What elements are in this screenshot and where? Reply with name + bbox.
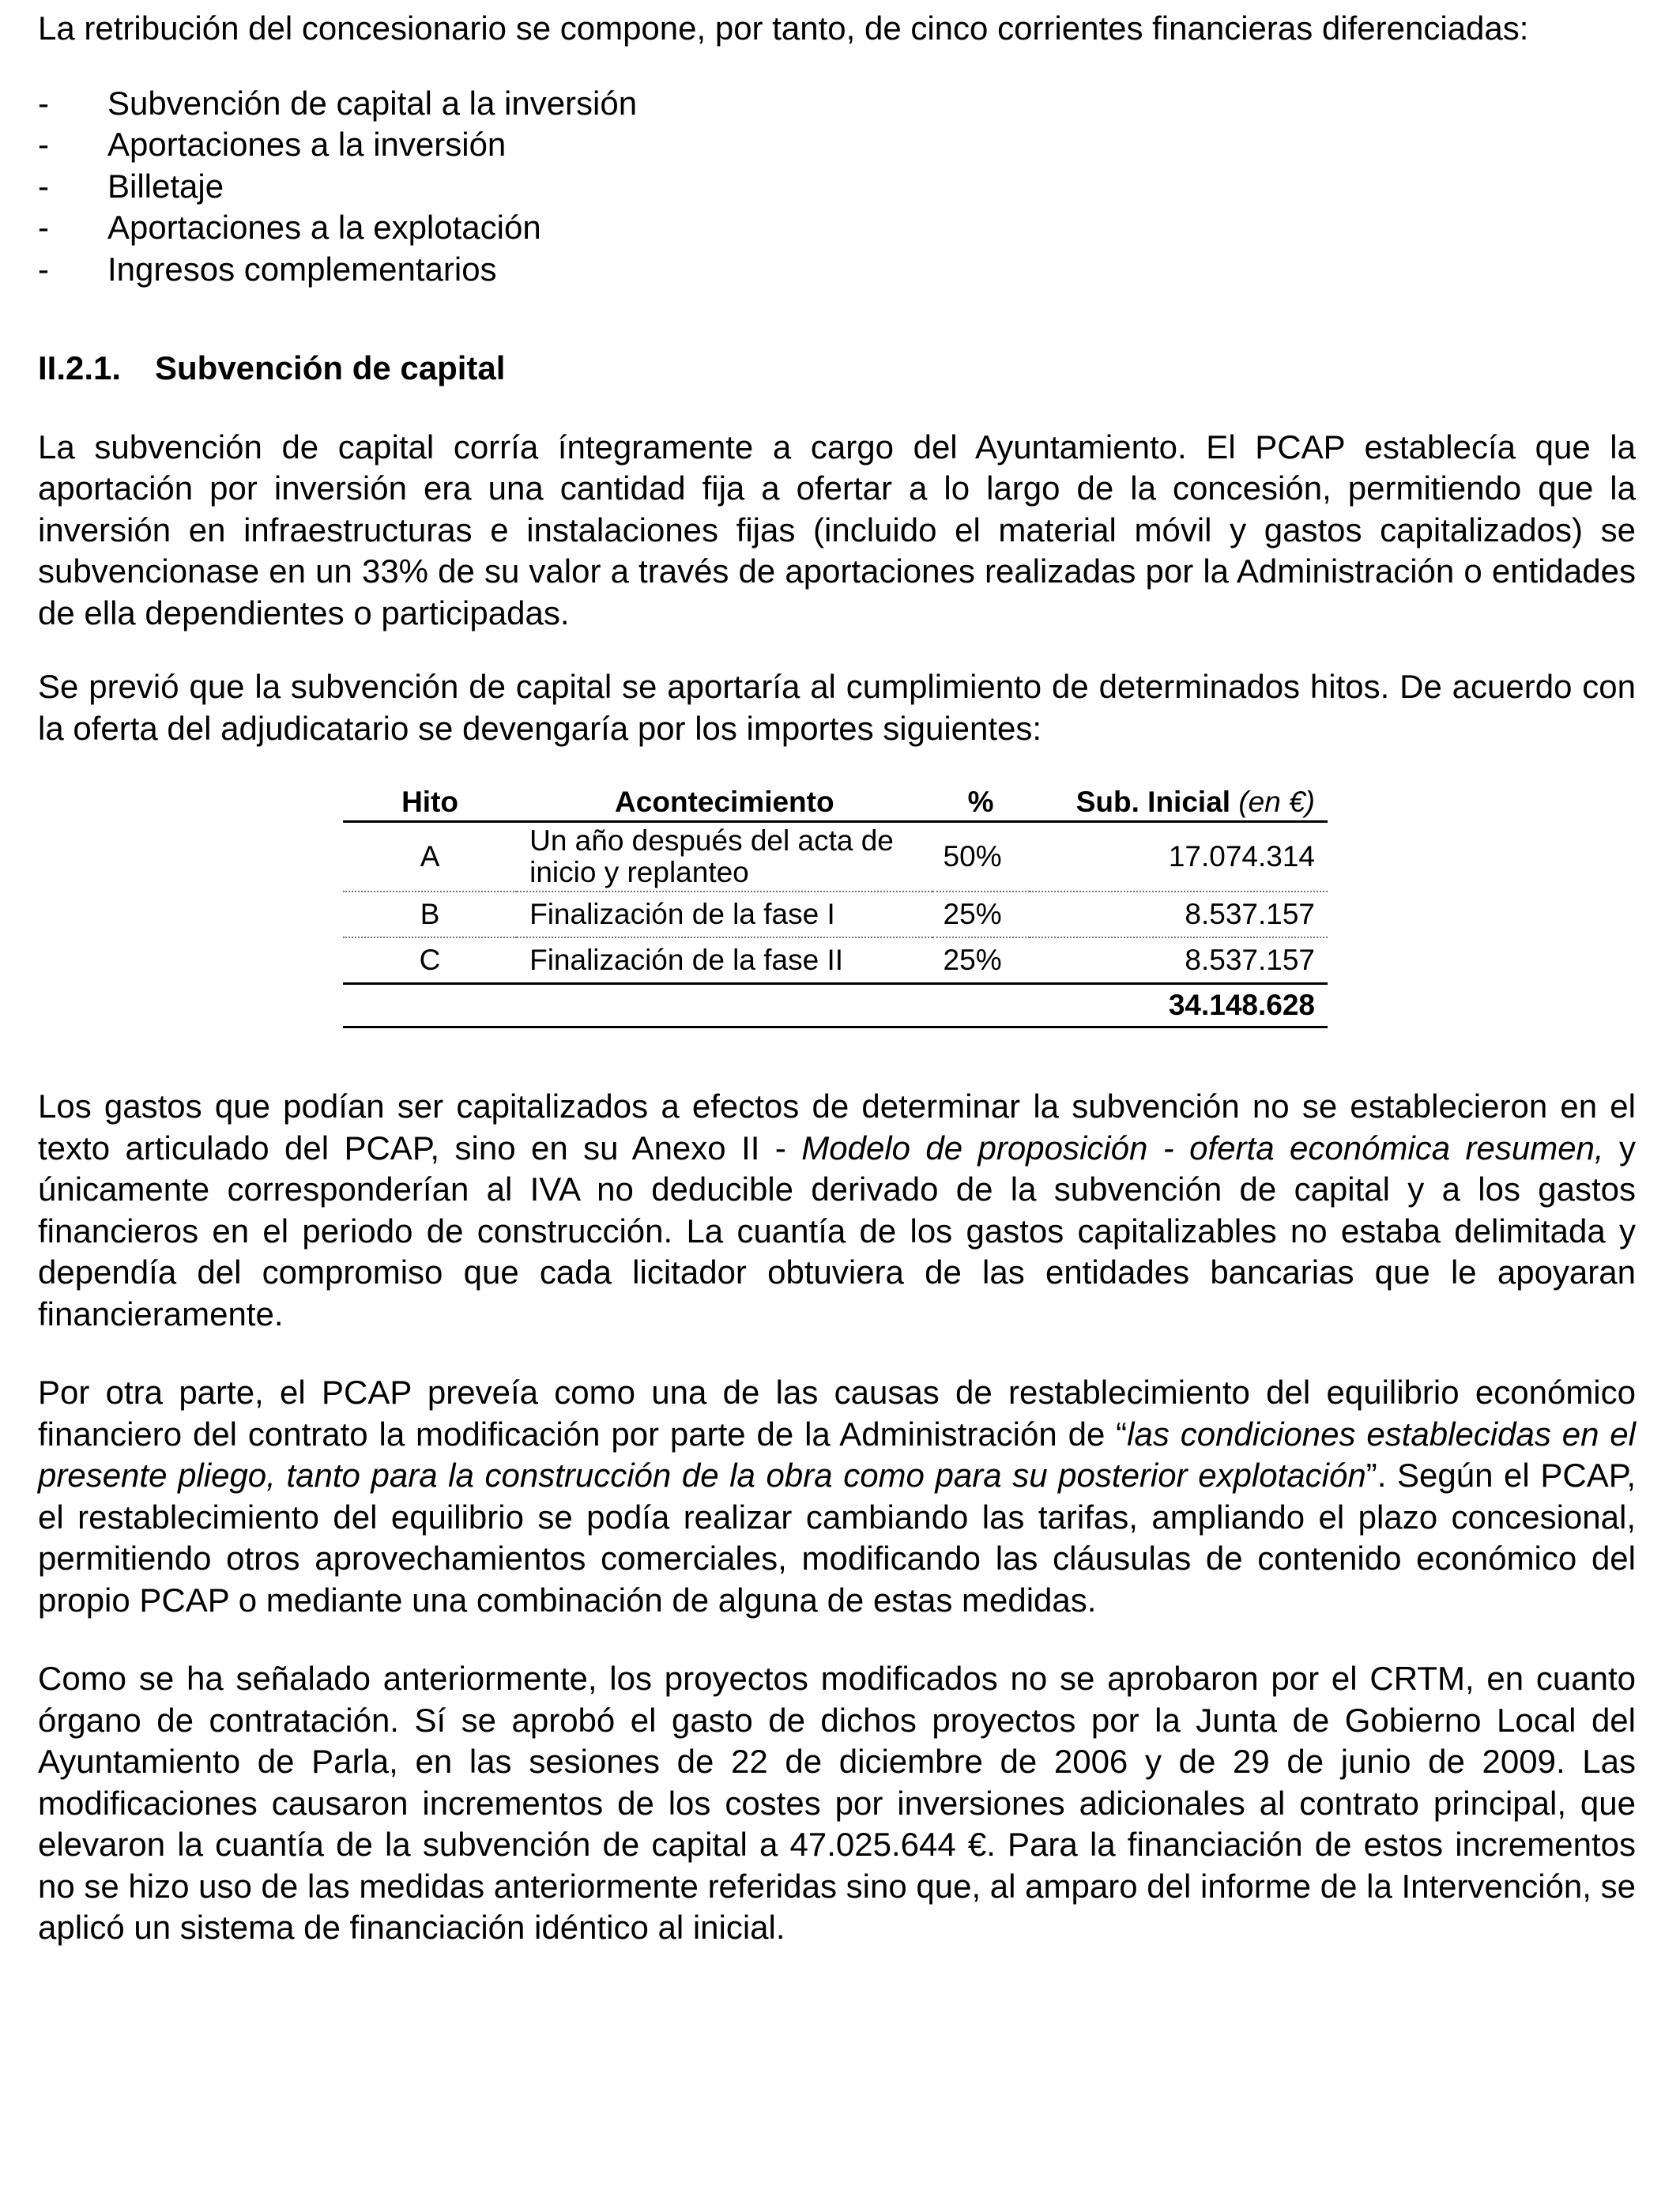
header-percent: % bbox=[932, 779, 1030, 822]
paragraph-capital-subsidy: La subvención de capital corría íntegramente a cargo del Ayuntamiento. El PCAP establecía que la aportación por inversión era una cantidad fija a ofertar a lo largo de la concesión, permitiendo que la inversión en infraestructuras e instalaciones fijas (incluido el material móvil y gastos capitalizados) se subvencionase en un 33% de su valor a través de aportaciones realizadas por la Administración o entidades de ella dependientes o participadas. bbox=[38, 428, 1636, 631]
total-sub-inicial: 34.148.628 bbox=[1030, 984, 1328, 1027]
cell-percent: 25% bbox=[932, 892, 1030, 937]
table-row bbox=[343, 937, 1328, 984]
paragraph-economic-balance: Por otra parte, el PCAP preveía como una de las causas de restablecimiento del equilibrio económico financiero del contrato la modificación por parte de la Administración de “las condiciones establecidas en el presente pliego, tanto para la construcción de la obra como para su posterior explotación”. Según el PCAP, el restablecimiento del equilibrio se podía realizar cambiando las tarifas, ampliando el plazo concesional, permitiendo otros aprovechamientos comerciales, modificando las cláusulas de contenido económico del propio PCAP o mediante una combinación de alguna de estas medidas. bbox=[38, 1374, 1636, 1619]
milestones-table bbox=[343, 779, 1328, 1028]
cell-acontecimiento: Un año después del acta de inicio y replanteo bbox=[517, 822, 932, 892]
paragraph-milestones: Se previó que la subvención de capital se aportaría al cumplimiento de determinados hitos. De acuerdo con la oferta del adjudicatario se devengaría por los importes siguientes: bbox=[38, 668, 1636, 747]
cell-hito: C bbox=[343, 937, 517, 984]
paragraph-modified-projects: Como se ha señalado anteriormente, los proyectos modificados no se aprobaron por el CRTM, en cuanto órgano de contratación. Sí se aprobó el gasto de dichos proyectos por la Junta de Gobierno Local del Ayuntamiento de Parla, en las sesiones de 22 de diciembre de 2006 y de 29 de junio de 2009. Las modificaciones causaron incrementos de los costes por inversiones adicionales al contrato principal, que elevaron la cuantía de la subvención de capital a 47.025.644 €. Para la financiación de estos incrementos no se hizo uso de las medidas anteriormente referidas sino que, al amparo del informe de la Intervención, se aplicó un sistema de financiación idéntico al inicial. bbox=[38, 1660, 1636, 1946]
list-item bbox=[38, 207, 1636, 249]
cell-sub-inicial: 17.074.314 bbox=[1030, 822, 1328, 892]
bullet-dash: - bbox=[38, 167, 49, 205]
list-item-text: Aportaciones a la inversión bbox=[107, 126, 507, 163]
table-header-row bbox=[343, 779, 1328, 822]
cell-hito: B bbox=[343, 892, 517, 937]
header-sub-unit: (en €) bbox=[1238, 786, 1315, 818]
list-item bbox=[38, 249, 1636, 291]
table-total-row bbox=[343, 984, 1328, 1027]
list-item bbox=[38, 83, 1636, 125]
header-sub-label: Sub. Inicial bbox=[1075, 786, 1231, 818]
italic-annex-title: Modelo de proposición - oferta económica resumen, bbox=[801, 1129, 1604, 1167]
bullet-dash: - bbox=[38, 84, 49, 122]
list-item-text: Ingresos complementarios bbox=[107, 250, 497, 288]
header-hito: Hito bbox=[343, 779, 517, 822]
cell-percent: 25% bbox=[932, 937, 1030, 984]
section-number: II.2.1. bbox=[38, 349, 122, 386]
paragraph-capitalized-costs: Los gastos que podían ser capitalizados a efectos de determinar la subvención no se establecieron en el texto articulado del PCAP, sino en su Anexo II - Modelo de proposición - oferta económica resumen, y únicamente corresponderían al IVA no deducible derivado de la subvención de capital y a los gastos financieros en el periodo de construcción. La cuantía de los gastos capitalizables no estaba delimitada y dependía del compromiso que cada licitador obtuviera de las entidades bancarias que le apoyaran financieramente. bbox=[38, 1088, 1636, 1333]
bullet-dash: - bbox=[38, 126, 49, 163]
list-item-text: Billetaje bbox=[107, 167, 224, 205]
cell-percent: 50% bbox=[932, 822, 1030, 892]
list-item-text: Subvención de capital a la inversión bbox=[107, 84, 638, 122]
cell-acontecimiento: Finalización de la fase I bbox=[517, 892, 932, 937]
table-row bbox=[343, 892, 1328, 937]
header-acontecimiento: Acontecimiento bbox=[517, 779, 932, 822]
section-heading bbox=[38, 348, 1636, 390]
italic-quote: las condiciones establecidas en el presente pliego, tanto para la construcción de la obra como para su posterior explotación bbox=[38, 1415, 1636, 1494]
document-page bbox=[38, 8, 1636, 1949]
revenue-streams-list bbox=[38, 83, 1636, 291]
cell-sub-inicial: 8.537.157 bbox=[1030, 937, 1328, 984]
bullet-dash: - bbox=[38, 209, 49, 246]
cell-acontecimiento: Finalización de la fase II bbox=[517, 937, 932, 984]
section-title: Subvención de capital bbox=[155, 349, 506, 386]
list-item-text: Aportaciones a la explotación bbox=[107, 209, 541, 246]
milestones-table-wrapper bbox=[343, 779, 1328, 1028]
list-item bbox=[38, 124, 1636, 166]
header-sub-inicial bbox=[1030, 779, 1328, 822]
cell-sub-inicial: 8.537.157 bbox=[1030, 892, 1328, 937]
intro-paragraph: La retribución del concesionario se compone, por tanto, de cinco corrientes financieras diferenciadas: bbox=[38, 9, 1529, 47]
table-row bbox=[343, 822, 1328, 892]
cell-hito: A bbox=[343, 822, 517, 892]
bullet-dash: - bbox=[38, 250, 49, 288]
list-item bbox=[38, 166, 1636, 208]
